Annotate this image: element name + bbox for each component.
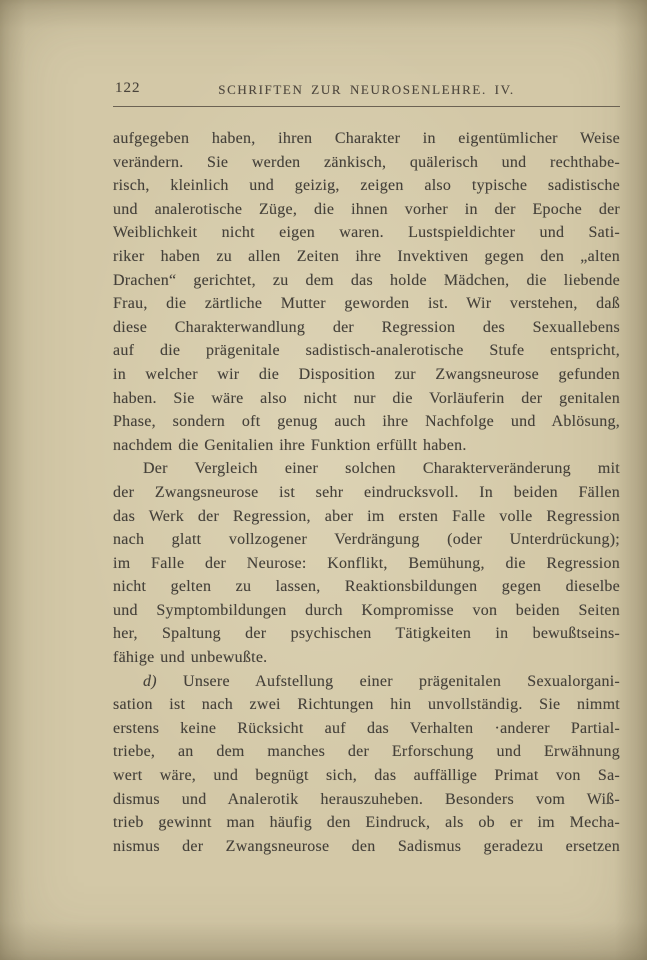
text-line: nicht gelten zu lassen, Reaktionsbildungen gegen dieselbe — [113, 578, 620, 596]
page-number: 122 — [115, 80, 141, 96]
text-line: her, Spaltung der psychischen Tätigkeiten in bewußtseins- — [113, 625, 620, 643]
running-title: SCHRIFTEN ZUR NEUROSENLEHRE. IV. — [218, 82, 515, 97]
paragraph — [113, 670, 620, 859]
text-line: wert wäre, und begnügt sich, das auffällige Primat von Sa- — [113, 767, 620, 785]
page-body — [113, 127, 620, 858]
text-line: dismus und Analerotik herauszuheben. Besonders vom Wiß- — [113, 790, 620, 808]
text-line: haben. Sie wäre also nicht nur die Vorläuferin der genitalen — [113, 389, 620, 407]
paragraph — [113, 457, 620, 669]
text-line: diese Charakterwandlung der Regression des Sexuallebens — [113, 318, 620, 336]
text-line: sation ist nach zwei Richtungen hin unvollständig. Sie nimmt — [113, 696, 620, 714]
text-line: Der Vergleich einer solchen Charakterveränderung mit — [143, 460, 620, 478]
text-line: auf die prägenitale sadistisch-analerotische Stufe entspricht, — [113, 342, 620, 360]
text-line: d) Unsere Aufstellung einer prägenitalen Sexualorgani- — [143, 672, 620, 690]
text-line: nach glatt vollzogener Verdrängung (oder Unterdrückung); — [113, 531, 620, 549]
text-line: nachdem die Genitalien ihre Funktion erfüllt haben. — [113, 436, 467, 454]
paragraph — [113, 127, 620, 457]
text-line: risch, kleinlich und geizig, zeigen also typische sadistische — [113, 177, 620, 195]
page-header — [113, 80, 620, 107]
text-line: aufgegeben haben, ihren Charakter in eigentümlicher Weise — [113, 130, 620, 147]
text-line: nismus der Zwangsneurose den Sadismus geradezu ersetzen — [113, 837, 620, 855]
text-line: in welcher wir die Disposition zur Zwangsneurose gefunden — [113, 365, 620, 383]
text-line: riker haben zu allen Zeiten ihre Invektiven gegen den „alten — [113, 247, 620, 265]
text-line: erstens keine Rücksicht auf das Verhalten ·anderer Partial- — [113, 719, 620, 737]
text-line: der Zwangsneurose ist sehr eindrucksvoll. In beiden Fällen — [113, 483, 620, 501]
text-line: und Symptombildungen durch Kompromisse von beiden Seiten — [113, 601, 620, 619]
text-line: Frau, die zärtliche Mutter geworden ist. Wir verstehen, daß — [113, 295, 620, 313]
text-line: und analerotische Züge, die ihnen vorher in der Epoche der — [113, 200, 620, 218]
page-content — [113, 80, 620, 858]
text-line: triebe, an dem manches der Erforschung und Erwähnung — [113, 743, 620, 761]
text-line: im Falle der Neurose: Konflikt, Bemühung, die Regression — [113, 554, 620, 572]
text-line: Drachen“ gerichtet, zu dem das holde Mädchen, die liebende — [113, 271, 620, 289]
text-line: trieb gewinnt man häufig den Eindruck, als ob er im Mecha- — [113, 814, 620, 832]
text-line: das Werk der Regression, aber im ersten Falle volle Regression — [113, 507, 620, 525]
text-line: Phase, sondern oft genug auch ihre Nachfolge und Ablösung, — [113, 413, 620, 431]
text-line: fähige und unbewußte. — [113, 649, 268, 667]
italic-lead: d) — [143, 672, 184, 690]
text-line: Weiblichkeit nicht eigen waren. Lustspieldichter und Sati- — [113, 224, 620, 242]
text-line: verändern. Sie werden zänkisch, quälerisch und rechthabe- — [113, 153, 620, 171]
